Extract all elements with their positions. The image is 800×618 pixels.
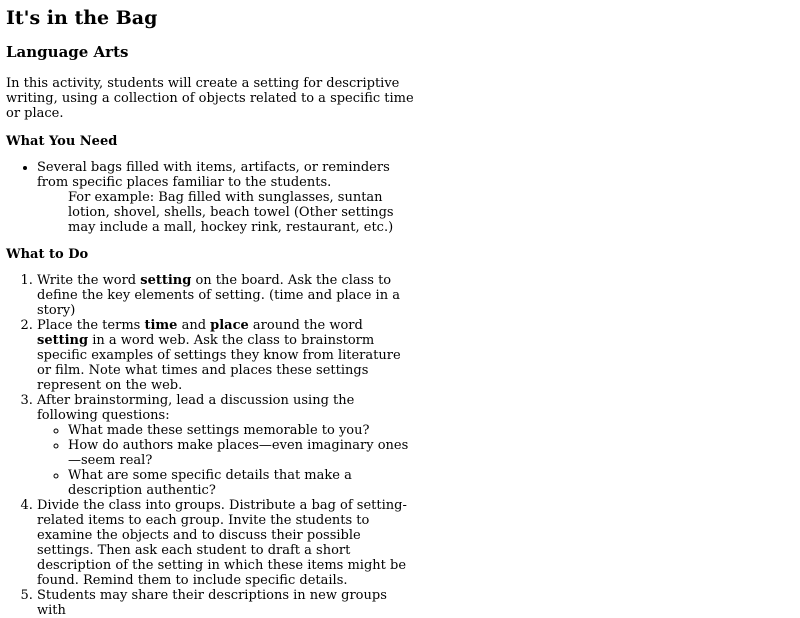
- step-text: Divide the class into groups. Distribute a bag of setting-related items to each group. Invite the students to examine the objects and to discuss their possible settings. Then ask each student to draft a short description of the setting in which these items might be found. Remind them to include specific details.: [37, 498, 407, 588]
- page-title: It's in the Bag: [6, 7, 158, 29]
- what-to-do-heading: What to Do: [6, 247, 89, 262]
- needs-list: [6, 160, 418, 235]
- step-keyword: place: [210, 318, 249, 333]
- list-item: ◦ How do authors make places—even imaginary ones—seem real?: [68, 438, 418, 468]
- step-text: and: [177, 318, 211, 333]
- what-you-need-heading: What You Need: [6, 134, 118, 149]
- step-keyword: setting: [37, 333, 89, 348]
- list-item: ◦ What are some specific details that make a description authentic?: [68, 468, 418, 498]
- intro-paragraph: In this activity, students will create a setting for descriptive writing, using a collection of objects related to a specific time or place.: [6, 76, 414, 121]
- step-item: [37, 498, 418, 588]
- list-item: ◦ What made these settings memorable to you?: [68, 423, 418, 438]
- step-item: [37, 273, 418, 318]
- steps-list: [6, 273, 418, 618]
- subject-heading: Language Arts: [6, 43, 129, 61]
- step-text: in a word web. Ask the class to brainstorm specific examples of settings they know from literature or film. Note what times and places these settings represent on the web.: [37, 333, 401, 393]
- step-keyword: setting: [140, 273, 192, 288]
- step-text: around the word: [248, 318, 363, 333]
- document-body: [6, 7, 418, 618]
- step-keyword: time: [144, 318, 178, 333]
- step-text: on the board. Ask the class to define the key elements of setting. (time and place in a story): [37, 273, 400, 318]
- list-item: [37, 160, 418, 235]
- step-text: After brainstorming, lead a discussion using the following questions:: [37, 393, 355, 423]
- needs-item-text: Several bags filled with items, artifacts, or reminders from specific places familiar to the students.: [37, 160, 390, 190]
- questions-list: [37, 423, 418, 498]
- step-item: [37, 393, 418, 498]
- step-item: [37, 588, 418, 618]
- step-text: Place the terms: [37, 318, 145, 333]
- step-text: Write the word: [37, 273, 141, 288]
- step-text: Students may share their descriptions in new groups with: [37, 588, 387, 618]
- step-item: [37, 318, 418, 393]
- needs-example: For example: Bag filled with sunglasses, suntan lotion, shovel, shells, beach towel (Other settings may include a mall, hockey rink, restaurant, etc.): [68, 190, 394, 235]
